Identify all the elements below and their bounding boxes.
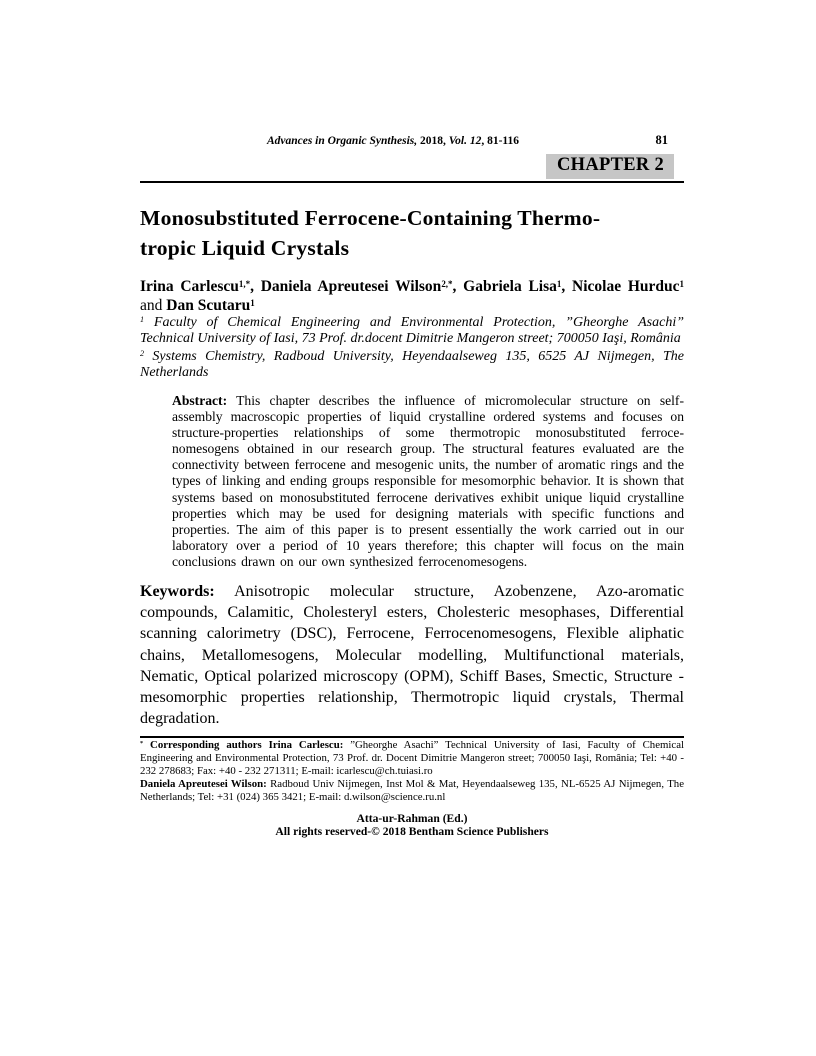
affiliation-1 [140, 315, 684, 346]
text-run: 1 [250, 297, 255, 308]
text-run: Keywords: [140, 583, 215, 600]
text-run: Abstract: [172, 393, 228, 408]
text-run: , [452, 278, 464, 295]
affiliation-2 [140, 349, 684, 380]
corresponding-author-footnote [140, 739, 684, 804]
chapter-title-line2: tropic Liquid Crystals [140, 236, 350, 260]
text-run: Faculty of Chemical Engineering and Environmental Protection, ”Gheorghe Asachi” Technical University of Iasi, 73 Prof. dr.docent Dimitrie Mangeron street; 700050 Iaşi, România [140, 315, 684, 346]
text-run: and [140, 297, 167, 314]
text-run: , [561, 278, 573, 295]
page-content [140, 0, 684, 1056]
text-run: , [414, 135, 420, 147]
text-run: Irina Carlescu [140, 278, 239, 295]
text-run: Systems Chemistry, Radboud University, Heyendaalseweg 135, 6525 AJ Nijmegen, The Netherlands [140, 349, 684, 380]
abstract-paragraph [172, 393, 684, 570]
text-run: 1,* [238, 278, 251, 289]
chapter-title-line1: Monosubstituted Ferrocene-Containing Thermo- [140, 206, 601, 230]
text-run [143, 739, 150, 751]
text-run: Daniela Apreutesei Wilson: [140, 778, 267, 791]
page-number: 81 [655, 133, 668, 147]
text-run: , 81-116 [481, 135, 520, 147]
journal-running-head [140, 134, 646, 148]
text-run: 1 [140, 315, 145, 325]
text-run: Advances in Organic Synthesis [266, 135, 415, 147]
chapter-heading: CHAPTER 2 [546, 154, 674, 179]
text-run: 1 [556, 278, 562, 289]
text-run: 2 [140, 349, 145, 359]
text-run: Daniela Apreutesei Wilson [260, 278, 442, 295]
text-run: Gabriela Lisa [463, 278, 557, 295]
authors-line [140, 277, 684, 315]
text-run: , [250, 278, 261, 295]
text-run: 1 [679, 278, 685, 289]
text-run: ”Gheorghe Asachi” Technical University of Iasi, Faculty of Chemical Engineering and Environmental Protection, 73 Prof. dr. Docent Dimitrie Mangeron street; 700050 Iaşi, România; Tel: +40 - 232 278683; Fax: +40 - 232 271311; E-mail: icarlescu@ch.tuiasi.ro [140, 739, 684, 778]
text-run: 2018, [420, 135, 449, 147]
chapter-title [140, 203, 684, 263]
text-run: Corresponding authors Irina Carlescu: [150, 739, 344, 751]
text-run: Dan Scutaru [166, 297, 251, 314]
keywords-paragraph [140, 581, 684, 729]
header-rule [140, 181, 684, 183]
text-run: This chapter describes the influence of micromolecular structure on self-assembly macroscopic properties of liquid crystalline ordered systems and focuses on structure-properties relationships of some thermotropic monosubstituted ferroce-nomesogens obtained in our research group. The structural features evaluated are the connectivity between ferrocene and mesogenic units, the number of aromatic rings and the types of linking and ending groups responsible for mesomorphic behavior. It is shown that systems based on monosubstituted ferrocene derivatives exhibit unique liquid crystalline properties which may be used for designing materials with specific functions and properties. The aim of this paper is to present essentially the work carried out in our laboratory over a period of 10 years therefore; this chapter will focus on the main conclusions drawn on our own synthesized ferrocenomesogens. [172, 393, 684, 569]
text-run: Vol. 12 [448, 135, 482, 147]
text-run: Nicolae Hurduc [572, 278, 680, 295]
text-run: Radboud Univ Nijmegen, Inst Mol & Mat, Heyendaalseweg 135, NL-6525 AJ Nijmegen, The Netherlands; Tel: +31 (024) 365 3421; E-mail: d.wilson@science.ru.nl [140, 778, 684, 804]
text-run: * [140, 740, 144, 748]
text-run: 2,* [441, 278, 453, 289]
copyright-line: All rights reserved-© 2018 Bentham Science Publishers [275, 825, 549, 838]
text-run: Anisotropic molecular structure, Azobenzene, Azo-aromatic compounds, Calamitic, Cholesteryl esters, Cholesteric mesophases, Differential scanning calorimetry (DSC), Ferrocene, Ferrocenomesogens, Flexible aliphatic chains, Metallomesogens, Molecular modelling, Multifunctional materials, Nematic, Optical polarized microscopy (OPM), Schiff Bases, Smectic, Structure - mesomorphic properties relationship, Thermotropic liquid crystals, Thermal degradation. [140, 583, 684, 728]
footnote-separator-rule [140, 736, 684, 738]
editor-line: Atta-ur-Rahman (Ed.) [356, 812, 468, 825]
